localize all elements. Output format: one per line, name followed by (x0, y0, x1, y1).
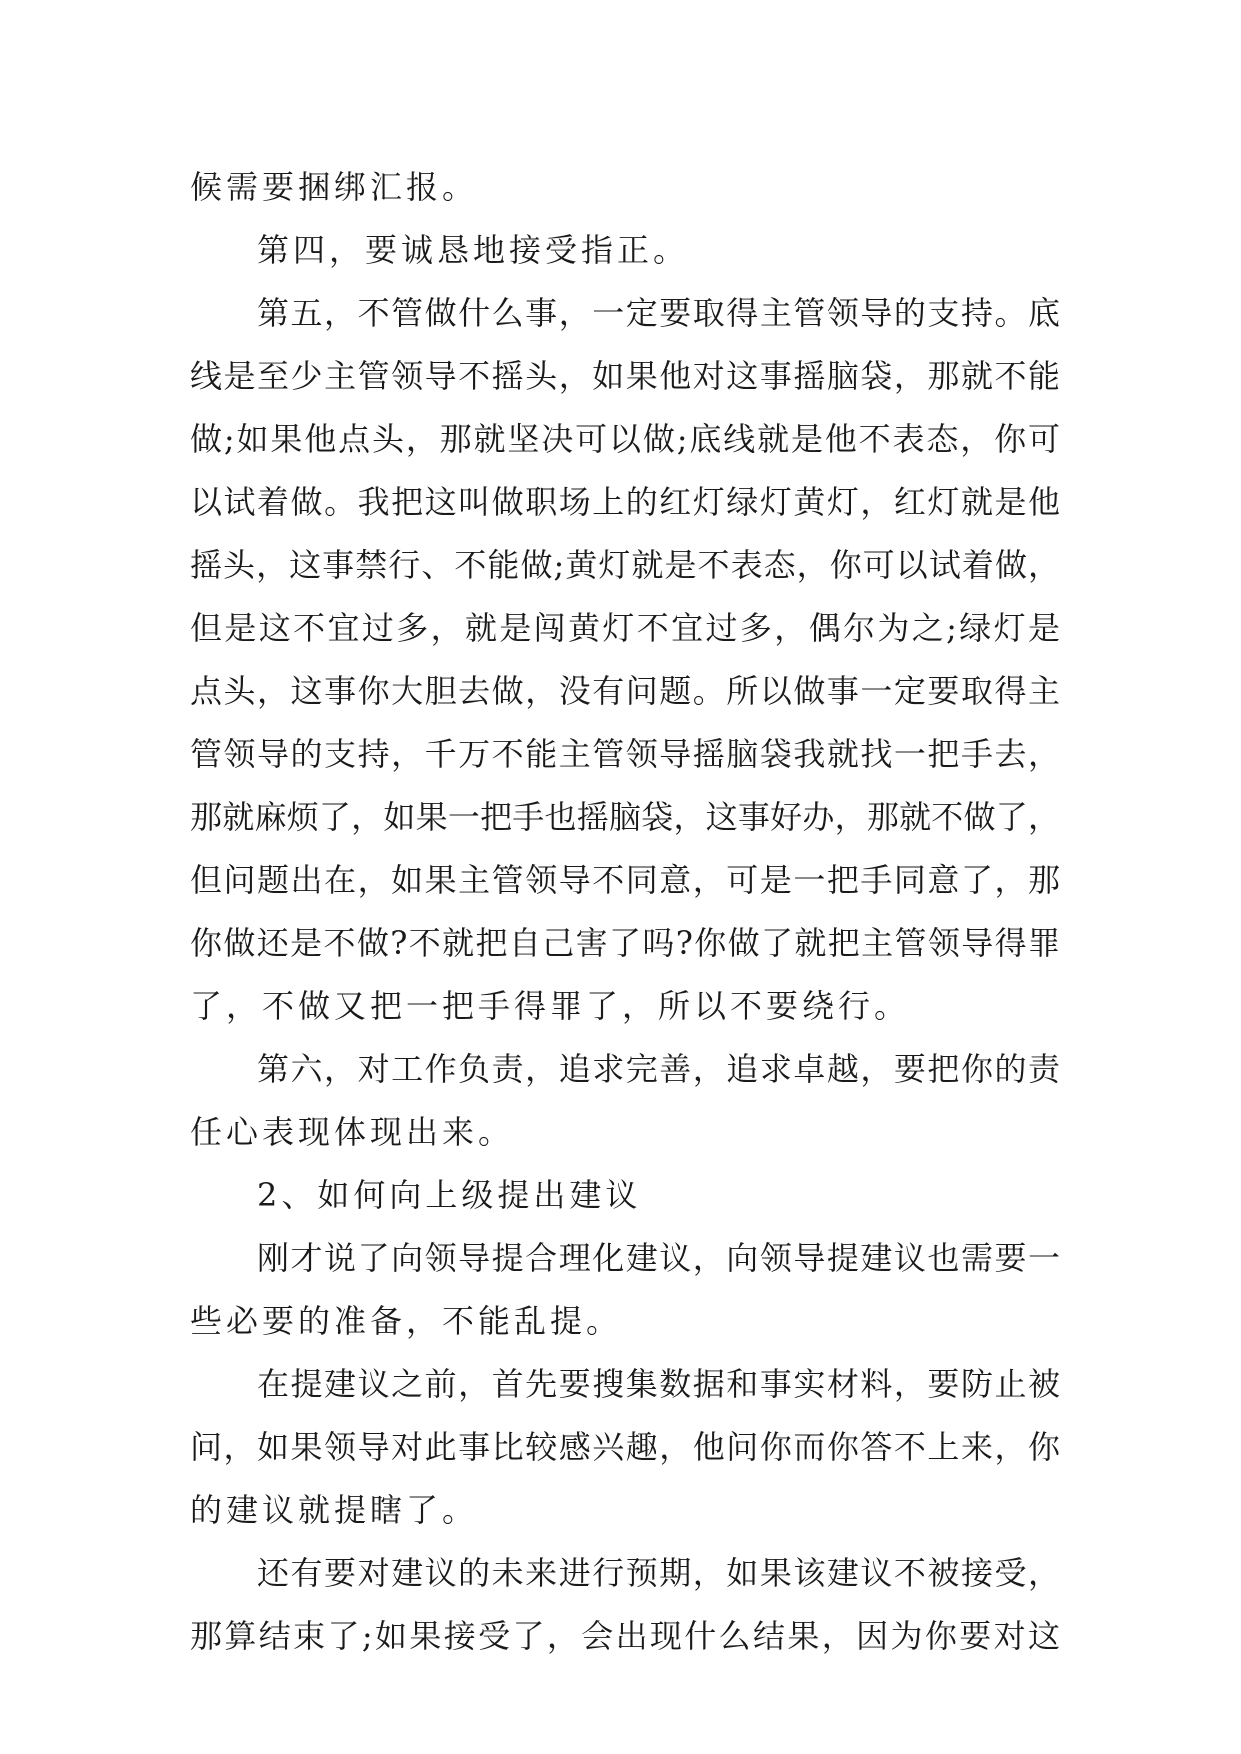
text-line: 线是至少主管领导不摇头，如果他对这事摇脑袋，那就不能 (190, 357, 1060, 395)
text-line: 刚才说了向领导提合理化建议，向领导提建议也需要一 (257, 1239, 1060, 1277)
text-line: 第四，要诚恳地接受指正。 (257, 231, 690, 269)
text-line: 那就麻烦了，如果一把手也摇脑袋，这事好办，那就不做了， (190, 798, 1060, 836)
text-line: 你做还是不做?不就把自己害了吗?你做了就把主管领导得罪 (190, 924, 1060, 962)
text-line: 做;如果他点头，那就坚决可以做;底线就是他不表态，你可 (190, 420, 1060, 458)
text-line: 还有要对建议的未来进行预期，如果该建议不被接受， (257, 1554, 1060, 1592)
body-text (190, 156, 1060, 1668)
text-line: 但问题出在，如果主管领导不同意，可是一把手同意了，那 (190, 861, 1060, 899)
text-line: 问，如果领导对此事比较感兴趣，他问你而你答不上来，你 (190, 1428, 1060, 1466)
text-line: 那算结束了;如果接受了，会出现什么结果，因为你要对这 (190, 1617, 1060, 1655)
text-line: 了，不做又把一把手得罪了，所以不要绕行。 (190, 987, 911, 1025)
text-line: 管领导的支持，千万不能主管领导摇脑袋我就找一把手去， (190, 735, 1060, 773)
text-line: 以试着做。我把这叫做职场上的红灯绿灯黄灯，红灯就是他 (190, 483, 1060, 521)
text-line: 2、如何向上级提出建议 (257, 1176, 642, 1214)
text-line: 摇头，这事禁行、不能做;黄灯就是不表态，你可以试着做， (190, 546, 1060, 584)
text-line: 第六，对工作负责，追求完善，追求卓越，要把你的责 (257, 1050, 1060, 1088)
text-line: 第五，不管做什么事，一定要取得主管领导的支持。底 (257, 294, 1060, 332)
text-line: 任心表现体现出来。 (190, 1113, 515, 1151)
text-line: 些必要的准备，不能乱提。 (190, 1302, 623, 1340)
text-line: 点头，这事你大胆去做，没有问题。所以做事一定要取得主 (190, 672, 1060, 710)
text-line: 在提建议之前，首先要搜集数据和事实材料，要防止被 (257, 1365, 1060, 1403)
text-line: 的建议就提瞎了。 (190, 1491, 479, 1529)
text-line: 但是这不宜过多，就是闯黄灯不宜过多，偶尔为之;绿灯是 (190, 609, 1060, 647)
text-line: 候需要捆绑汇报。 (190, 168, 479, 206)
